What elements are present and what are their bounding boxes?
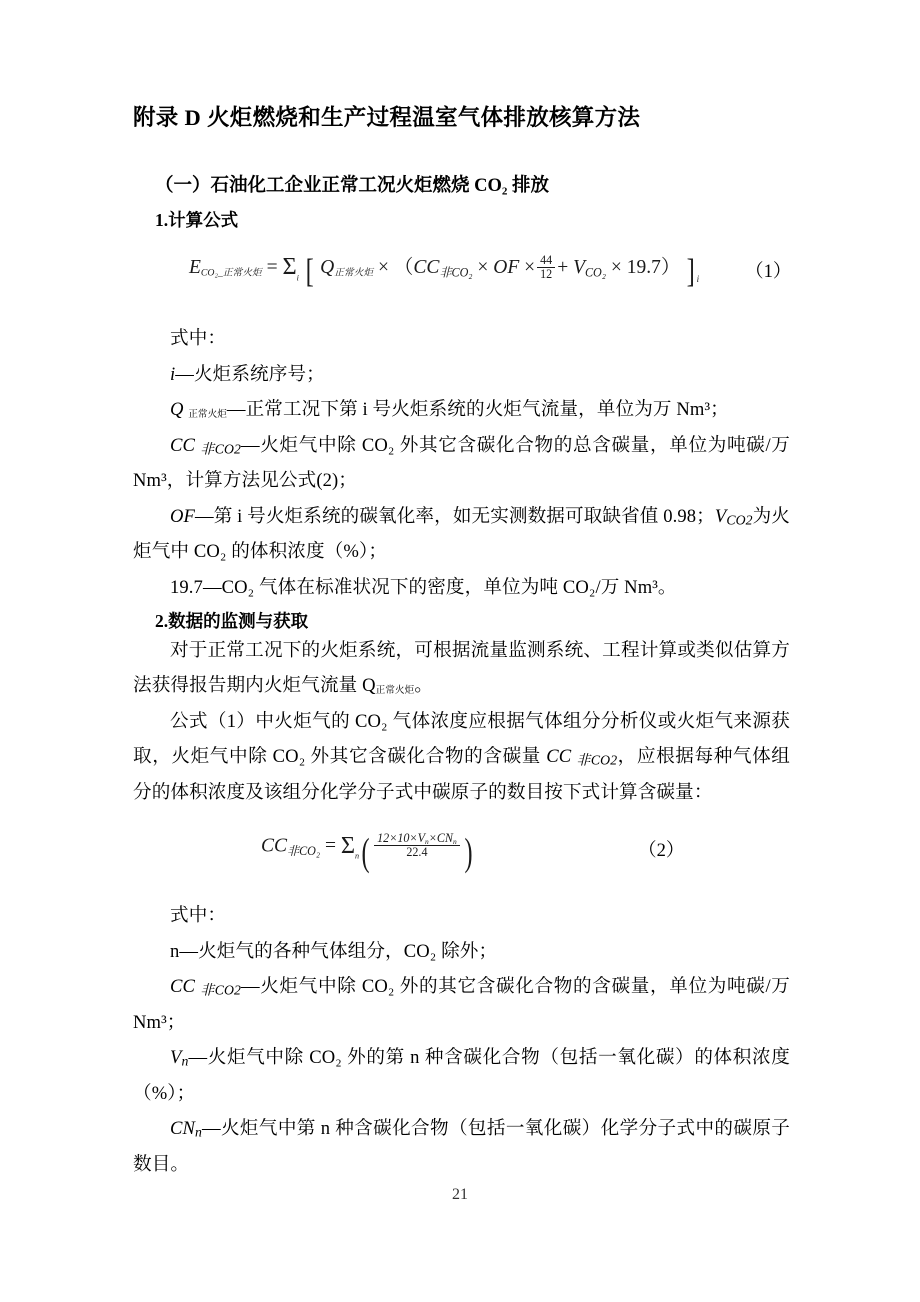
subsection-calc-formula-heading: 1.计算公式 [155,210,239,231]
monitoring-para-2-a: 公式（1）中火炬气的 CO₂ 气体浓度应根据气体组分分析仪或火炬气来源获取，火炬气中除 CO₂ 外其它含碳化合物的含碳量 [133,710,790,768]
defs2-v-symbol: V [170,1047,182,1069]
spacer [133,232,790,245]
defs2-cc-line [133,969,790,1040]
equation-1-row [133,245,790,303]
subsection-monitoring-heading: 2.数据的监测与获取 [155,611,309,631]
eq1-v-base: V [573,257,585,278]
defs2-cn-symbol: CN [170,1118,196,1140]
monitoring-para-2-cc-subscript: 非CO2 [576,752,618,768]
eq1-times-2: × [477,257,489,278]
defs1-q-symbol: Q [170,399,184,420]
defs2-cc-symbol: CC [170,976,196,998]
monitoring-para-2-b: ，应根据每种气体组分的体积浓度及该组分化学分子式中碳原子的数目按下式计算含碳量： [133,746,790,803]
page-content [133,104,790,1182]
spacer [133,303,790,321]
eq2-fraction-numerator [374,832,460,845]
eq1-bracket-close: ] [686,252,696,290]
defs1-cc-symbol: CC [170,434,196,456]
eq1-times-1: × [378,257,390,278]
equation-1-number: （1） [745,261,792,282]
defs1-v-symbol: V [714,505,727,527]
defs2-cc-text: —火炬气中除 CO₂ 外的其它含碳化合物的含碳量，单位为吨碳/万 Nm³； [133,976,790,1033]
page-number: 21 [452,1186,468,1203]
defs1-of-tail: 为火炬气中 CO₂ 的体积浓度（%）； [133,505,791,562]
eq1-cc-base: CC [413,257,440,278]
defs1-of-line [133,499,790,570]
defs2-lead: 式中： [170,905,227,927]
spacer [133,198,790,210]
eq1-cc-sub: 非CO₂ [439,265,473,280]
eq2-sum-symbol: Σ [340,832,356,860]
eq1-of: OF [493,257,520,278]
defs1-of-symbol: OF [170,505,195,527]
monitoring-para-1-end: 。 [414,675,433,697]
monitoring-para-2-cc-symbol: CC [546,746,572,768]
eq1-equals: = [266,257,278,278]
eq2-num-sub2: n [452,837,457,847]
eq1-sum-index: i [296,273,299,283]
eq1-paren-close: ） [660,257,681,278]
monitoring-para-1-text: 对于正常工况下的火炬系统，可根据流量监测系统、工程计算或类似估算方法获得报告期内火炬气流量 Q [133,639,790,697]
eq2-paren-close: ) [464,831,473,875]
eq1-sum-symbol: Σ [282,253,297,281]
eq2-lhs-sub: 非CO₂ [287,844,321,859]
eq1-bracket-open: [ [305,252,314,290]
defs1-q-line [133,392,790,428]
defs1-i-text: —火炬系统序号； [175,363,325,385]
equation-1-expression [189,251,699,291]
page-title: 附录 D 火炬燃烧和生产过程温室气体排放核算方法 [133,105,641,130]
eq1-q-base: Q [320,257,335,278]
eq1-v-sub: CO₂ [585,265,606,280]
eq2-sum-index: n [355,852,360,862]
eq2-fraction-denominator: 22.4 [374,845,460,859]
defs2-cc-subscript: 非CO2 [200,982,242,998]
defs1-q-subscript: 正常火炬 [188,409,227,421]
defs1-v-subscript: CO2 [726,511,753,527]
defs2-cn-line [133,1111,790,1182]
equation-2-number: （2） [638,840,685,862]
eq1-bracket-sub: i [696,273,700,284]
defs2-cn-subscript: n [195,1124,202,1140]
defs1-cc-text: —火炬气中除 CO₂ 外其它含碳化合物的总含碳量，单位为吨碳/万 Nm³，计算方法见公式(2)； [133,434,790,491]
defs1-lead: 式中： [170,328,227,349]
defs1-i-symbol: i [170,363,176,385]
eq1-times-4: × [610,257,622,278]
eq2-fraction [374,832,460,859]
equation-2-row [133,824,790,882]
eq1-times-3: × [524,257,536,278]
defs1-q-text: —正常工况下第 i 号火炬系统的火炬气流量，单位为万 Nm³； [226,399,729,420]
eq2-num-sub1: n [424,837,429,847]
monitoring-para-1 [133,633,790,704]
spacer [133,810,790,824]
eq1-lhs-sub: CO₂_正常火炬 [200,267,262,279]
defs1-density-line: 19.7—CO₂ 气体在标准状况下的密度，单位为吨 CO₂/万 Nm³。 [170,576,677,598]
eq1-fraction-numerator: 44 [540,252,553,267]
eq1-lhs-base: E [189,257,201,278]
spacer [133,882,790,898]
monitoring-para-2 [133,704,790,811]
eq2-equals: = [324,835,336,857]
eq2-num-part2: ×CN [428,831,453,846]
defs2-n-line: n—火炬气的各种气体组分，CO₂ 除外； [170,940,498,962]
defs1-cc-subscript: 非CO2 [200,440,242,456]
defs2-v-text: —火炬气中除 CO₂ 外的第 n 种含碳化合物（包括一氧化碳）的体积浓度（%）； [133,1047,790,1104]
defs2-v-line [133,1040,790,1111]
eq1-fraction [537,254,555,281]
defs1-of-text: —第 i 号火炬系统的碳氧化率，如无实测数据可取缺省值 0.98； [195,505,715,527]
section-one-heading: （一）石油化工企业正常工况火炬燃烧 CO₂ 排放 [155,176,550,196]
defs1-cc-line [133,428,790,499]
eq2-lhs-base: CC [261,835,288,857]
eq1-q-sub: 正常火炬 [334,267,374,279]
spacer [133,131,790,175]
eq1-fraction-denominator: 12 [537,267,555,281]
defs1-i-line [133,357,790,393]
eq2-paren-open: ( [361,831,370,875]
monitoring-para-1-subscript: 正常火炬 [375,685,415,697]
equation-2-expression [261,830,475,875]
defs2-cn-text: —火炬气中第 n 种含碳化合物（包括一氧化碳）化学分子式中的碳原子数目。 [133,1118,790,1175]
eq1-constant: 19.7 [626,257,661,278]
eq2-num-part1: 12×10×V [377,831,425,846]
defs2-v-subscript: n [181,1053,189,1069]
eq1-paren-open: （ [393,257,414,278]
eq1-plus: + [557,257,569,278]
